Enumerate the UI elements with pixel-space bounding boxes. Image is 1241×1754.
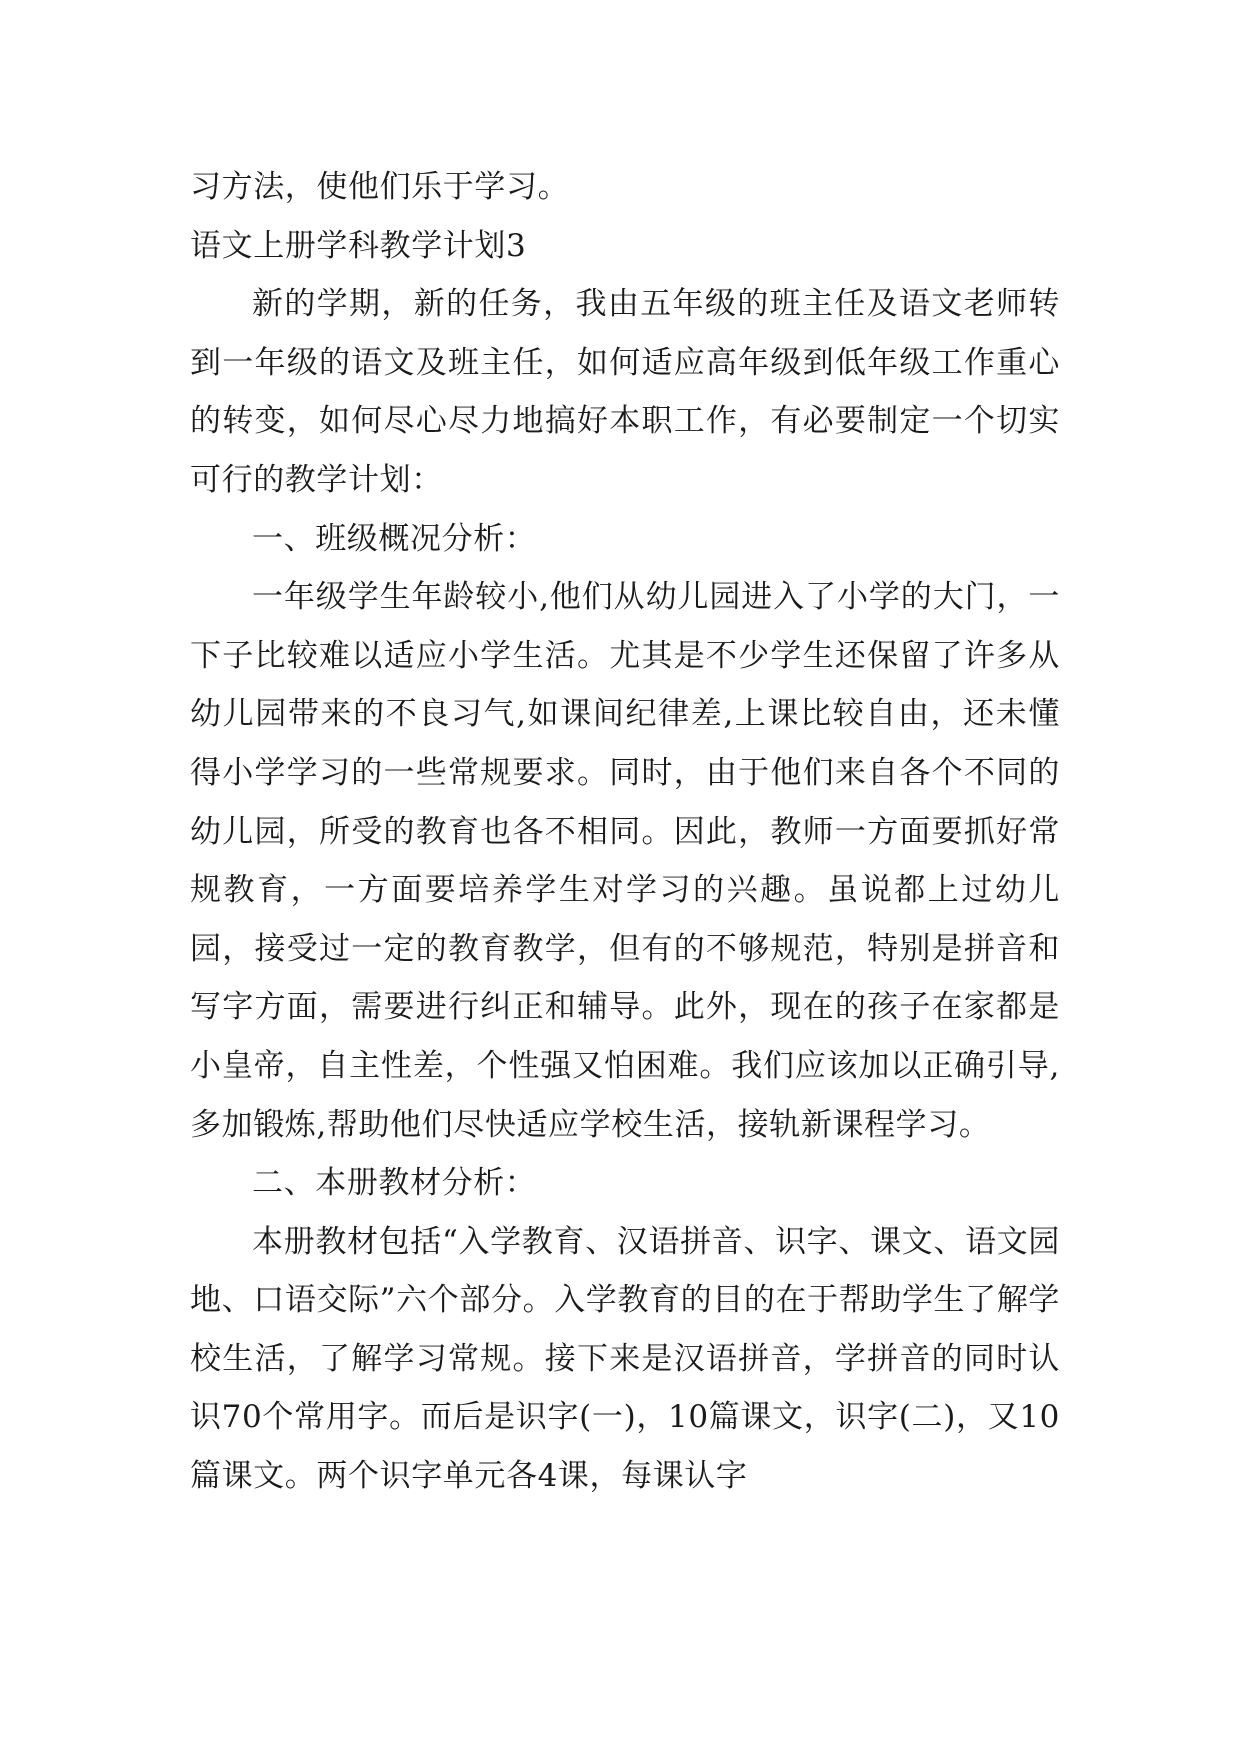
- section-title: 语文上册学科教学计划3: [190, 227, 527, 264]
- paragraph-class-analysis: 一年级学生年龄较小,他们从幼儿园进入了小学的大门，一下子比较难以适应小学生活。尤其是不少学生还保留了许多从幼儿园带来的不良习气,如课间纪律差,上课比较自由，还未懂得小学学习的一些常规要求。同时，由于他们来自各个不同的幼儿园，所受的教育也各不相同。因此，教师一方面要抓好常规教育，一方面要培养学生对学习的兴趣。虽说都上过幼儿园，接受过一定的教育教学，但有的不够规范，特别是拼音和写字方面，需要进行纠正和辅导。此外，现在的孩子在家都是小皇帝，自主性差，个性强又怕困难。我们应该加以正确引导,多加锻炼,帮助他们尽快适应学校生活，接轨新课程学习。: [190, 579, 1060, 1143]
- subheading-textbook-analysis: 二、本册教材分析：: [252, 1165, 537, 1202]
- subheading-class-analysis: 一、班级概况分析：: [252, 520, 537, 557]
- paragraph-intro: 新的学期，新的任务，我由五年级的班主任及语文老师转到一年级的语文及班主任，如何适应高年级到低年级工作重心的转变，如何尽心尽力地搞好本职工作，有必要制定一个切实可行的教学计划：: [190, 286, 1060, 498]
- paragraph-continuation: 习方法，使他们乐于学习。: [190, 169, 570, 205]
- document-body: [190, 158, 1060, 1506]
- paragraph-textbook-analysis: 本册教材包括“入学教育、汉语拼音、识字、课文、语文园地、口语交际”六个部分。入学教育的目的在于帮助学生了解学校生活，了解学习常规。接下来是汉语拼音，学拼音的同时认识70个常用字。而后是识字(一)，10篇课文，识字(二)，又10篇课文。两个识字单元各4课，每课认字: [190, 1223, 1060, 1495]
